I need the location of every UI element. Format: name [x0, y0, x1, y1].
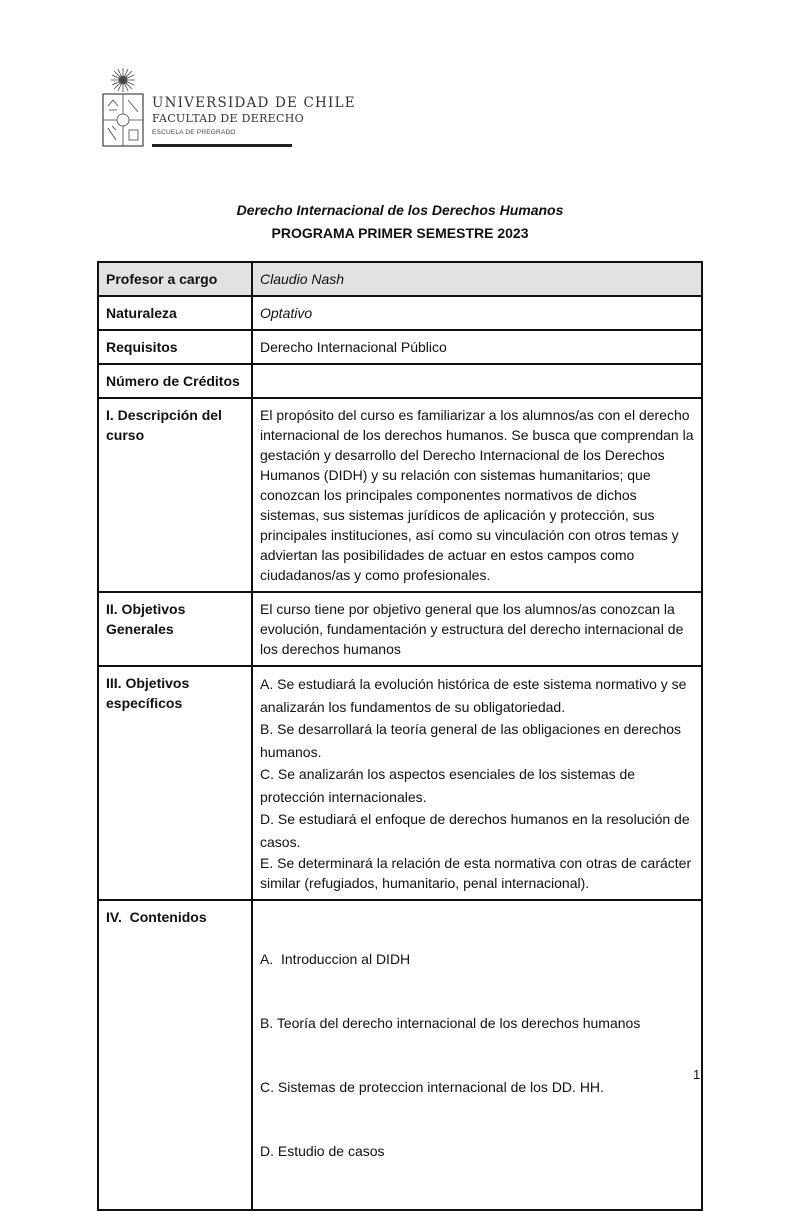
list-item: A. Introduccion al DIDH — [260, 951, 411, 967]
list-item: B. Teoría del derecho internacional de los derechos humanos — [260, 1015, 641, 1031]
list-item: D. Estudio de casos — [260, 1143, 385, 1159]
page-number: 1 — [693, 1067, 701, 1082]
list-item: E. Se determinará la relación de esta normativa con otras de carácter similar (refugiados, humanitario, penal internacional). — [260, 855, 692, 891]
row-label: II. Objetivos Generales — [98, 592, 252, 666]
specific-objectives-list — [252, 666, 702, 900]
contents-list — [252, 900, 702, 1210]
list-item: C. Sistemas de proteccion internacional de los DD. HH. — [260, 1079, 604, 1095]
coat-of-arms-icon — [100, 68, 146, 150]
nature-value: Optativo — [252, 296, 702, 330]
table-row-description — [98, 398, 702, 592]
table-row-credits — [98, 364, 702, 398]
table-row-requirements — [98, 330, 702, 364]
row-label: I. Descripción del curso — [98, 398, 252, 592]
table-row-professor — [98, 262, 702, 296]
row-label: Profesor a cargo — [98, 262, 252, 296]
row-label: IV. Contenidos — [98, 900, 252, 1210]
logo-divider — [152, 144, 292, 147]
row-label: III. Objetivos específicos — [98, 666, 252, 900]
university-logo — [100, 68, 356, 150]
row-label: Naturaleza — [98, 296, 252, 330]
institution-name: UNIVERSIDAD DE CHILE — [152, 95, 356, 111]
general-objectives-value: El curso tiene por objetivo general que los alumnos/as conozcan la evolución, fundamentación y estructura del derecho internacional de los derechos humanos — [252, 592, 702, 666]
list-item: D. Se estudiará el enfoque de derechos humanos en la resolución de casos. — [260, 811, 690, 850]
description-value: El propósito del curso es familiarizar a los alumnos/as con el derecho internacional de los derechos humanos. Se busca que comprendan la gestación y desarrollo del Derecho Internacional de los Derechos Humanos (DIDH) y su relación con sistemas humanitarios; que conozcan los principales componentes normativos de dichos sistemas, sus sistemas jurídicos de aplicación y protección, sus principales instituciones, así como su vinculación con otros temas y adviertan las posibilidades de actuar en estos campos como ciudadanos/as y como profesionales. — [252, 398, 702, 592]
table-row-nature — [98, 296, 702, 330]
requirements-value: Derecho Internacional Público — [252, 330, 702, 364]
credits-value — [252, 364, 702, 398]
program-table — [97, 261, 703, 1211]
row-label: Número de Créditos — [98, 364, 252, 398]
list-item: C. Se analizarán los aspectos esenciales de los sistemas de protección internacionales. — [260, 766, 636, 805]
table-row-specific-objectives — [98, 666, 702, 900]
course-title: Derecho Internacional de los Derechos Humanos — [236, 202, 564, 218]
table-row-general-objectives — [98, 592, 702, 666]
program-title: PROGRAMA PRIMER SEMESTRE 2023 — [271, 225, 529, 241]
row-label: Requisitos — [98, 330, 252, 364]
faculty-name: FACULTAD DE DERECHO — [152, 112, 304, 125]
school-name: ESCUELA DE PREGRADO — [152, 129, 236, 136]
list-item: B. Se desarrollará la teoría general de las obligaciones en derechos humanos. — [260, 721, 682, 760]
list-item: A. Se estudiará la evolución histórica de este sistema normativo y se analizarán los fundamentos de su obligatoriedad. — [260, 676, 687, 715]
professor-value: Claudio Nash — [252, 262, 702, 296]
table-row-contents — [98, 900, 702, 1210]
